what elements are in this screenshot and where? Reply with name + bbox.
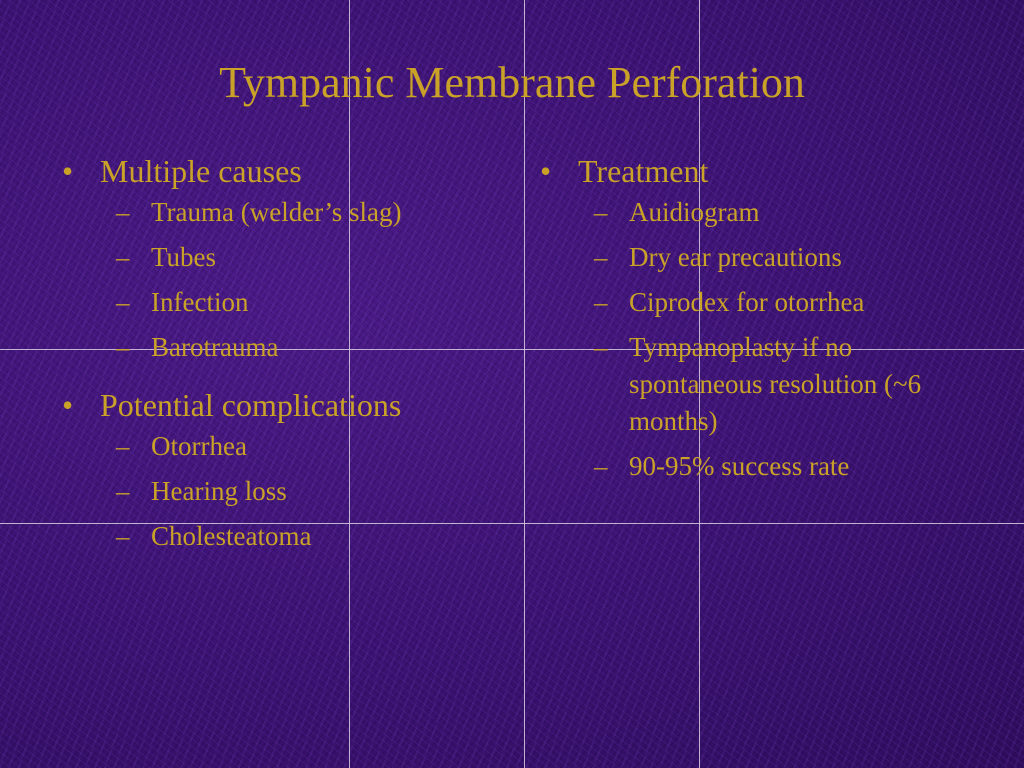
bullet-dot-icon: • <box>540 153 552 189</box>
right-column <box>538 150 978 503</box>
sub-list <box>538 194 978 485</box>
list-item <box>538 239 978 276</box>
list-item-text: Ciprodex for otorrhea <box>629 287 865 317</box>
list-item-text: Trauma (welder’s slag) <box>151 197 402 227</box>
bullet-group-complications <box>60 384 500 555</box>
bullet-dot-icon: • <box>62 387 74 423</box>
list-item <box>60 194 500 231</box>
list-item-text: Auidiogram <box>629 197 760 227</box>
list-item <box>60 239 500 276</box>
bullet-group-treatment <box>538 150 978 485</box>
list-item <box>60 518 500 555</box>
bullet-heading-text: Treatment <box>578 153 709 189</box>
list-item-text: Tympanoplasty if no spontaneous resolution (~6 months) <box>629 332 922 436</box>
left-column <box>60 150 500 573</box>
bullet-heading <box>538 150 978 192</box>
bullet-dot-icon: • <box>62 153 74 189</box>
dash-icon: – <box>116 242 130 272</box>
list-item-text: Infection <box>151 287 249 317</box>
dash-icon: – <box>116 431 130 461</box>
sub-list <box>60 194 500 366</box>
list-item <box>60 284 500 321</box>
gridline-vertical <box>524 0 525 768</box>
dash-icon: – <box>594 451 608 481</box>
dash-icon: – <box>116 197 130 227</box>
list-item-text: Tubes <box>151 242 217 272</box>
sub-list <box>60 428 500 555</box>
dash-icon: – <box>594 332 608 362</box>
list-item-text: Dry ear precautions <box>629 242 842 272</box>
list-item-text: Cholesteatoma <box>151 521 312 551</box>
bullet-heading-text: Potential complications <box>100 387 402 423</box>
dash-icon: – <box>116 332 130 362</box>
list-item <box>60 473 500 510</box>
bullet-heading-text: Multiple causes <box>100 153 302 189</box>
dash-icon: – <box>116 521 130 551</box>
list-item <box>538 284 978 321</box>
dash-icon: – <box>594 242 608 272</box>
slide-title: Tympanic Membrane Perforation <box>219 58 805 107</box>
list-item <box>60 428 500 465</box>
bullet-group-causes <box>60 150 500 366</box>
dash-icon: – <box>594 197 608 227</box>
dash-icon: – <box>116 287 130 317</box>
bullet-heading <box>60 384 500 426</box>
list-item-text: Otorrhea <box>151 431 247 461</box>
list-item-text: Barotrauma <box>151 332 279 362</box>
list-item-text: Hearing loss <box>151 476 287 506</box>
list-item <box>538 194 978 231</box>
list-item-text: 90-95% success rate <box>629 451 850 481</box>
list-item <box>538 329 978 440</box>
dash-icon: – <box>116 476 130 506</box>
list-item <box>538 448 978 485</box>
dash-icon: – <box>594 287 608 317</box>
list-item <box>60 329 500 366</box>
bullet-heading <box>60 150 500 192</box>
